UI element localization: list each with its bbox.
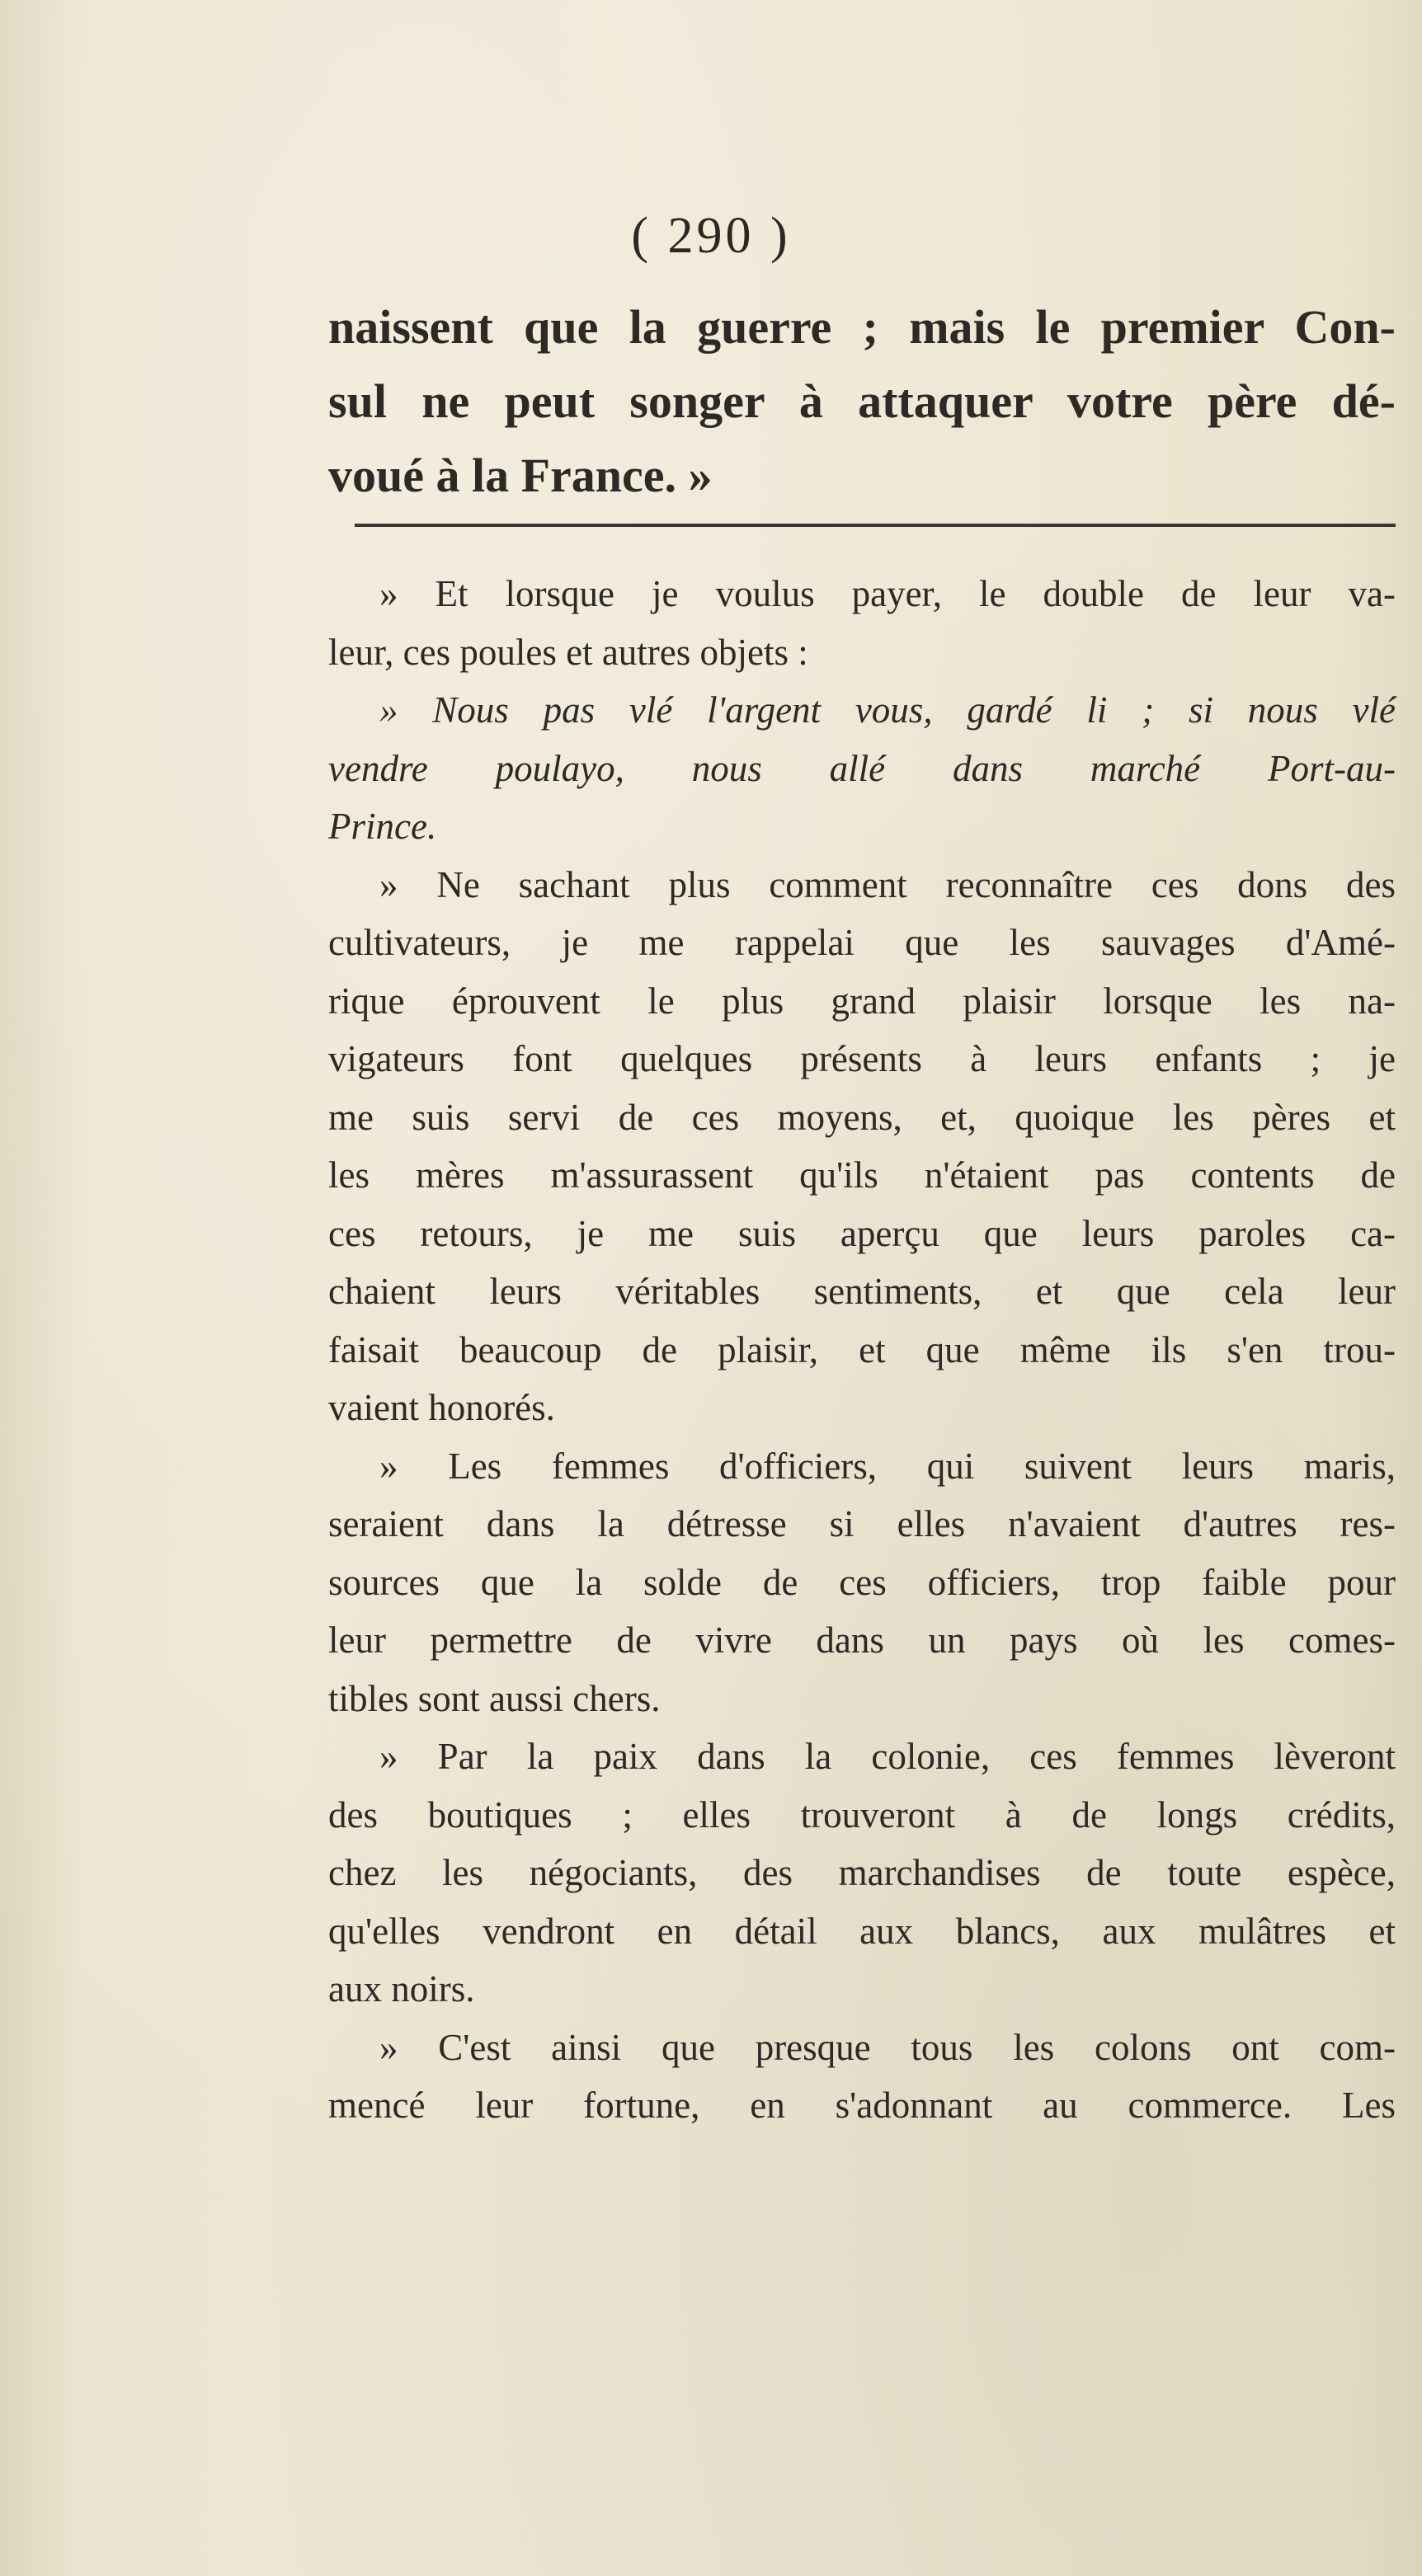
text-line: ces retours, je me suis aperçu que leurs paroles ca-: [328, 1212, 1396, 1254]
text-line: naissent que la guerre ; mais le premier Con-: [328, 300, 1396, 354]
text-line: » Ne sachant plus comment reconnaître ces dons des: [379, 863, 1396, 905]
text-line: vaient honorés.: [328, 1387, 555, 1428]
text-line: mencé leur fortune, en s'adonnant au commerce. Les: [328, 2085, 1396, 2126]
text-line: » Les femmes d'officiers, qui suivent leurs maris,: [379, 1445, 1396, 1487]
continued-paragraph: [328, 290, 1396, 513]
horizontal-rule: [355, 524, 1396, 527]
text-line: sources que la solde de ces officiers, trop faible pour: [328, 1561, 1396, 1603]
text-line: sul ne peut songer à attaquer votre père dé-: [328, 374, 1396, 428]
text-line: chaient leurs véritables sentiments, et que cela leur: [328, 1271, 1396, 1312]
text-line: vendre poulayo, nous allé dans marché Port-au-: [328, 747, 1396, 789]
text-line: » C'est ainsi que presque tous les colons ont com-: [379, 2026, 1396, 2068]
text-line: Prince.: [328, 806, 437, 847]
text-line: les mères m'assurassent qu'ils n'étaient pas contents de: [328, 1154, 1396, 1196]
text-line: » Et lorsque je voulus payer, le double de leur va-: [379, 573, 1396, 614]
text-line: des boutiques ; elles trouveront à de longs crédits,: [328, 1793, 1396, 1836]
text-line: me suis servi de ces moyens, et, quoique les pères et: [328, 1096, 1396, 1138]
text-line: qu'elles vendront en détail aux blancs, aux mulâtres et: [328, 1910, 1396, 1952]
body-text: [328, 565, 1396, 2135]
text-line: faisait beaucoup de plaisir, et que même ils s'en trou-: [328, 1328, 1396, 1370]
text-line: cultivateurs, je me rappelai que les sauvages d'Amé-: [328, 922, 1396, 963]
text-line: » Par la paix dans la colonie, ces femmes lèveront: [379, 1736, 1396, 1777]
page-number: ( 290 ): [631, 208, 791, 264]
text-line: leur, ces poules et autres objets :: [328, 631, 808, 673]
text-line: voué à la France. »: [328, 449, 713, 502]
text-line: chez les négociants, des marchandises de toute espèce,: [328, 1852, 1396, 1893]
text-line: leur permettre de vivre dans un pays où les comes-: [328, 1619, 1396, 1661]
text-line: aux noirs.: [328, 1968, 475, 2010]
text-line: » Nous pas vlé l'argent vous, gardé li ; si nous vlé: [379, 689, 1396, 731]
text-line: vigateurs font quelques présents à leurs enfants ; je: [328, 1038, 1396, 1079]
text-line: seraient dans la détresse si elles n'avaient d'autres res-: [328, 1503, 1396, 1544]
text-line: rique éprouvent le plus grand plaisir lorsque les na-: [328, 980, 1396, 1022]
text-line: tibles sont aussi chers.: [328, 1677, 661, 1719]
